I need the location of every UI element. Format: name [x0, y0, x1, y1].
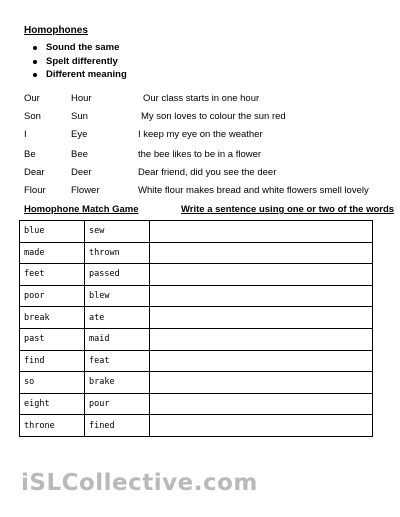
- pair-sentence: Dear friend, did you see the deer: [138, 167, 277, 178]
- pair-word-1: Our: [24, 93, 40, 104]
- definition-item: Spelt differently: [32, 55, 127, 69]
- pair-word-2: Hour: [71, 93, 92, 104]
- word-cell-left: blue: [20, 221, 85, 243]
- word-cell-right: thrown: [85, 242, 150, 264]
- homophone-pair-row: [0, 149, 400, 163]
- pair-word-1: Dear: [24, 167, 45, 178]
- word-cell-right: pour: [85, 393, 150, 415]
- word-cell-left: feet: [20, 264, 85, 286]
- word-cell-left: past: [20, 328, 85, 350]
- homophone-pair-row: [0, 111, 400, 125]
- pair-word-1: Flour: [24, 185, 46, 196]
- word-cell-left: so: [20, 372, 85, 394]
- table-row: [20, 415, 373, 437]
- sentence-answer-cell[interactable]: [150, 221, 373, 243]
- sentence-answer-cell[interactable]: [150, 415, 373, 437]
- word-cell-right: feat: [85, 350, 150, 372]
- pair-sentence: Our class starts in one hour: [143, 93, 260, 104]
- word-cell-right: ate: [85, 307, 150, 329]
- table-row: [20, 307, 373, 329]
- definition-item: Sound the same: [32, 41, 127, 55]
- homophone-pair-row: [0, 129, 400, 143]
- pair-sentence: I keep my eye on the weather: [138, 129, 263, 140]
- sentence-answer-cell[interactable]: [150, 372, 373, 394]
- page-heading: Homophones: [24, 25, 88, 36]
- pair-sentence: White flour makes bread and white flowers smell lovely: [138, 185, 369, 196]
- pair-sentence: the bee likes to be in a flower: [138, 149, 262, 160]
- match-game-table: [19, 220, 373, 437]
- homophone-pair-row: [0, 185, 400, 199]
- pair-word-2: Sun: [71, 111, 88, 122]
- pair-word-2: Eye: [71, 129, 88, 140]
- sentence-answer-cell[interactable]: [150, 264, 373, 286]
- pair-word-2: Flower: [71, 185, 100, 196]
- word-cell-left: made: [20, 242, 85, 264]
- word-cell-right: blew: [85, 285, 150, 307]
- table-row: [20, 350, 373, 372]
- site-watermark: iSLCollective.com: [21, 470, 258, 496]
- word-cell-left: break: [20, 307, 85, 329]
- table-row: [20, 285, 373, 307]
- word-cell-left: throne: [20, 415, 85, 437]
- sentence-answer-cell[interactable]: [150, 242, 373, 264]
- definition-item: Different meaning: [32, 68, 127, 82]
- word-cell-right: maid: [85, 328, 150, 350]
- pair-word-2: Bee: [71, 149, 88, 160]
- sentence-answer-cell[interactable]: [150, 393, 373, 415]
- word-cell-right: sew: [85, 221, 150, 243]
- word-cell-right: fined: [85, 415, 150, 437]
- table-row: [20, 221, 373, 243]
- table-row: [20, 372, 373, 394]
- sentence-answer-cell[interactable]: [150, 285, 373, 307]
- pair-sentence: My son loves to colour the sun red: [141, 111, 286, 122]
- sentence-answer-cell[interactable]: [150, 350, 373, 372]
- pair-word-1: Son: [24, 111, 41, 122]
- homophone-pair-row: [0, 93, 400, 107]
- word-cell-left: find: [20, 350, 85, 372]
- table-row: [20, 393, 373, 415]
- table-row: [20, 328, 373, 350]
- pair-word-2: Deer: [71, 167, 92, 178]
- match-game-title: Homophone Match Game: [24, 204, 139, 215]
- sentence-answer-cell[interactable]: [150, 307, 373, 329]
- table-row: [20, 242, 373, 264]
- match-game-instruction: Write a sentence using one or two of the words: [181, 204, 395, 215]
- pair-word-1: I: [24, 129, 27, 140]
- word-cell-right: passed: [85, 264, 150, 286]
- word-cell-right: brake: [85, 372, 150, 394]
- word-cell-left: eight: [20, 393, 85, 415]
- homophone-pair-row: [0, 167, 400, 181]
- definition-list: [32, 41, 127, 82]
- pair-word-1: Be: [24, 149, 36, 160]
- table-row: [20, 264, 373, 286]
- word-cell-left: poor: [20, 285, 85, 307]
- sentence-answer-cell[interactable]: [150, 328, 373, 350]
